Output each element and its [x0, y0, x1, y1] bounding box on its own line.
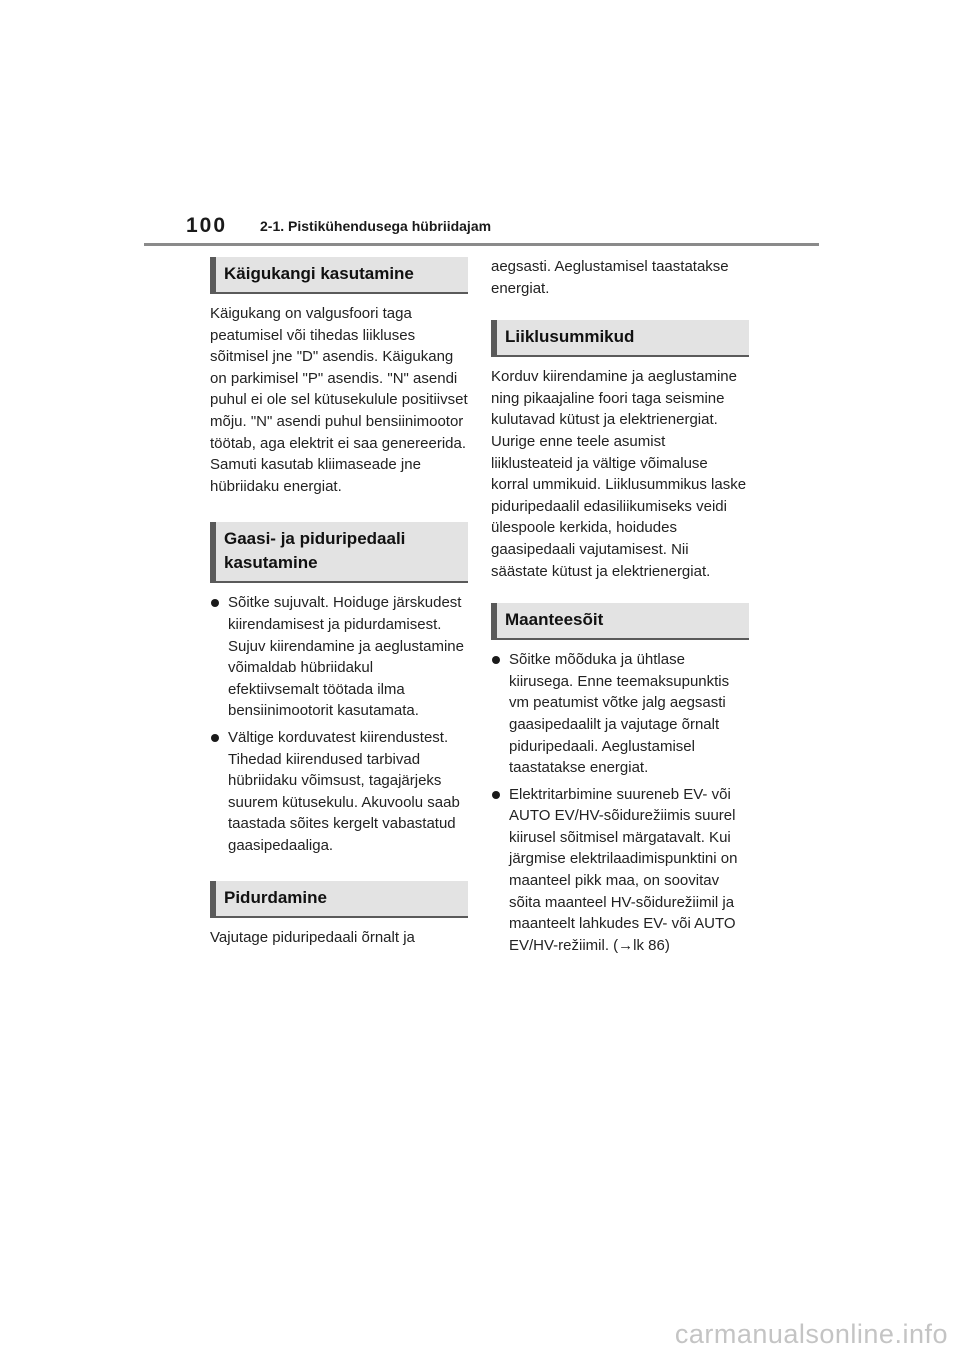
right-column	[491, 256, 749, 956]
bullet-list-pedals	[210, 592, 468, 856]
heading-gaasi-ja-piduripedaali: Gaasi- ja piduripedaali kasutamine	[210, 522, 468, 583]
bullet-dot	[211, 599, 219, 607]
left-column	[210, 256, 468, 949]
heading-kaigukangi: Käigukangi kasutamine	[210, 257, 468, 294]
paragraph-pidurdamine: Vajutage piduripedaali õrnalt ja	[210, 929, 415, 947]
bullet-dot	[211, 734, 219, 742]
paragraph-continuation: aegsasti. Aeglustamisel taastatakse energiat.	[491, 258, 729, 297]
heading-pidurdamine: Pidurdamine	[210, 881, 468, 918]
bullet-dot	[492, 656, 500, 664]
bullet-dot	[492, 791, 500, 799]
paragraph-liiklusummikud: Korduv kiirendamine ja aeglustamine ning pikaajaline foori taga seismine kulutavad kütust ja elektrienergiat. Uurige enne teele asumist liiklusteateid ja vältige võimaluse korral ummikuid. Liiklusummikus laske piduripedaalil edasiliikumiseks veidi ülespoole kerkida, hoidudes gaasipedaali vajutamisest. Nii säästate kütust ja elektrienergiat.	[491, 368, 747, 580]
watermark[interactable]: carmanualsonline.info	[674, 1319, 948, 1349]
list-item: Vältige korduvatest kiirendustest. Tihedad kiirendused tarbivad hübriidaku võimsust, tagajärjeks suurem kütusekulu. Akuvoolu saab taastada sõites kergelt vabastatud gaasipedaaliga.	[210, 727, 468, 857]
section-title: 2-1. Pistikühendusega hübriidajam	[260, 218, 492, 234]
page-number: 100	[186, 214, 228, 237]
list-item: Sõitke sujuvalt. Hoiduge järskudest kiirendamisest ja pidurdamisest. Sujuv kiirendamine ja aeglustamine võimaldab hübriidakul efektiivsemalt töötada ilma bensiinimootorit kasutamata.	[210, 592, 468, 722]
heading-maanteesoit: Maanteesõit	[491, 603, 749, 640]
paragraph-kaigukangi: Käigukang on valgusfoori taga peatumisel või tihedas liikluses sõitmisel jne "D" asendis. Käigukang on parkimisel "P" asendis. "N" asendi puhul ei ole sel kütusekulule positiivset mõju. "N" asendi puhul bensiinimootor töötab, aga elektrit ei saa genereerida. Samuti kasutab kliimaseade jne hübriidaku energiat.	[210, 305, 468, 495]
header-rule	[144, 243, 819, 246]
heading-liiklusummikud: Liiklusummikud	[491, 320, 749, 357]
list-item: Elektritarbimine suureneb EV- või AUTO EV/HV-sõidurežiimis suurel kiirusel sõitmisel märgatavalt. Kui järgmise elektrilaadimispunktini on maanteel pikk maa, on soovitav sõita maanteel HV-sõidurežiimil ja maanteelt lahkudes EV- või AUTO EV/HV-režiimil. (→lk 86)	[491, 784, 749, 957]
bullet-list-highway	[491, 649, 749, 956]
list-item: Sõitke mõõduka ja ühtlase kiirusega. Enne teemaksupunktis vm peatumist võtke jalg aegsasti gaasipedaalilt ja vajutage õrnalt piduripedaali. Aeglustamisel taastatakse energiat.	[491, 649, 749, 779]
